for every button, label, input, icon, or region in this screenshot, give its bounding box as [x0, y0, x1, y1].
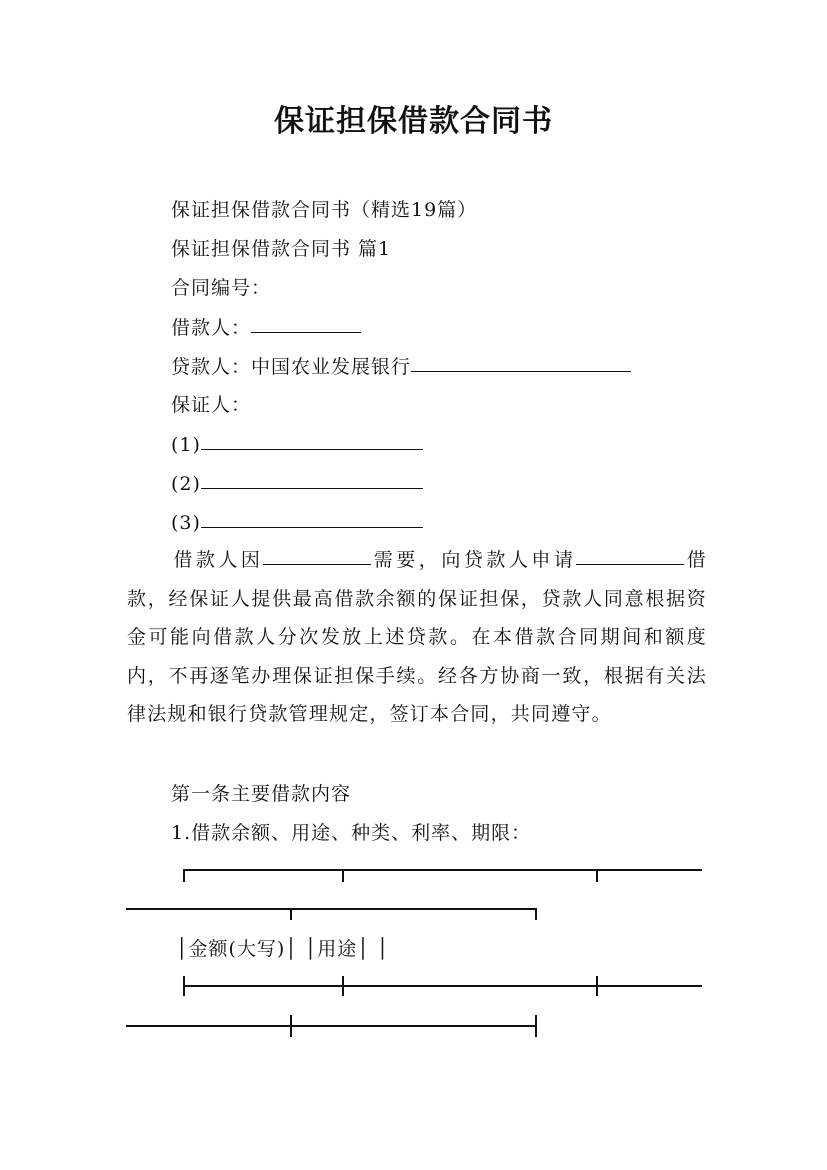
guarantor-item-number: (2) — [171, 473, 201, 495]
para-text-a: 借款人因 — [171, 549, 264, 571]
borrower-blank — [251, 312, 361, 333]
subtitle: 保证担保借款合同书（精选19篇） — [171, 199, 478, 221]
guarantor-label: 保证人： — [171, 394, 252, 416]
lender-blank — [411, 351, 631, 372]
borrower-line — [171, 313, 361, 342]
amount-blank — [576, 544, 684, 565]
item-1-heading: 1.借款余额、用途、种类、利率、期限： — [171, 822, 532, 844]
guarantor-item — [171, 508, 423, 537]
contract-number-label: 合同编号： — [171, 277, 272, 299]
guarantor-blank — [201, 468, 423, 489]
intro-paragraph — [127, 541, 707, 734]
para-text-b: 需要，向贷款人申请 — [371, 549, 577, 571]
guarantor-blank — [201, 429, 423, 450]
guarantor-blank — [201, 507, 423, 528]
borrower-label: 借款人： — [171, 317, 252, 339]
amount-cell: │金额(大写)│ — [176, 938, 298, 960]
article-1-heading: 第一条主要借款内容 — [171, 783, 352, 805]
table-header-row — [176, 935, 389, 963]
section-heading: 保证担保借款合同书 篇1 — [171, 238, 392, 260]
lender-label: 贷款人：中国农业发展银行 — [171, 356, 412, 378]
guarantor-item-number: (1) — [171, 434, 201, 456]
para-text-c: 借款，经保证人提供最高借款余额的保证担保，贷款人同意根据资金可能向借款人分次发放上述贷款。在本借款合同期间和额度内，不再逐笔办理保证担保手续。经各方协商一致，根据有关法律法规和银行贷款管理规定，签订本合同，共同遵守。 — [127, 549, 707, 726]
guarantor-item — [171, 430, 423, 459]
lender-line — [171, 352, 631, 381]
guarantor-item — [171, 469, 423, 498]
guarantor-item-number: (3) — [171, 512, 201, 534]
purpose-cell: │用途│ — [304, 938, 370, 960]
document-title: 保证担保借款合同书 — [274, 104, 553, 139]
purpose-blank — [263, 544, 371, 565]
end-cell: │ — [376, 938, 390, 960]
